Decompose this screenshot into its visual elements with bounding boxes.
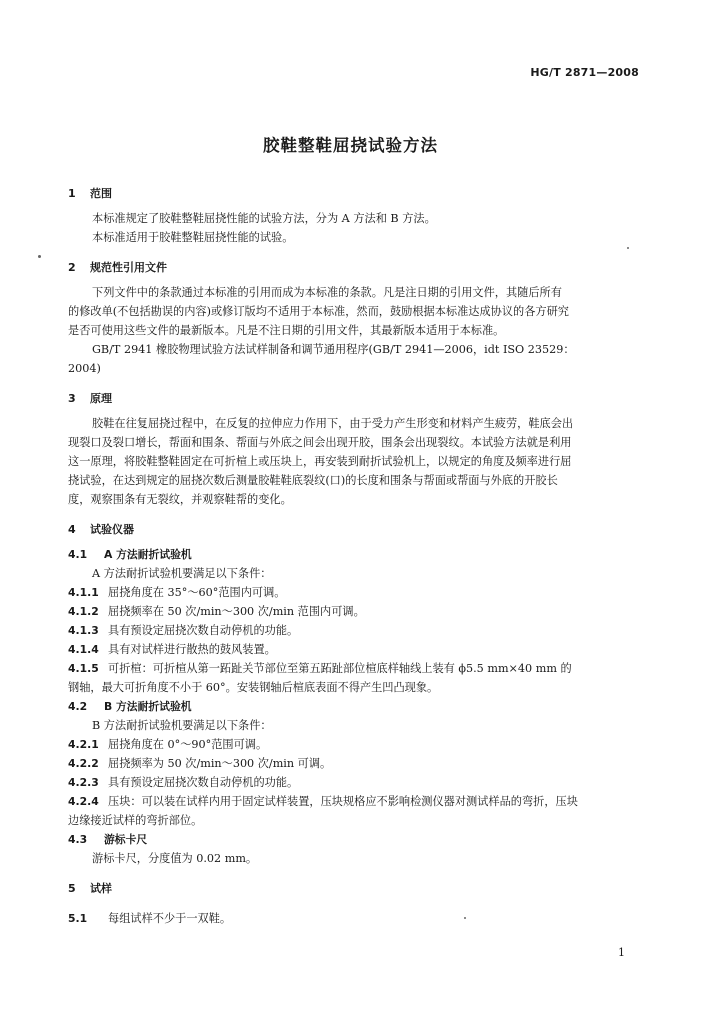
subsection-title: 游标卡尺	[104, 833, 148, 846]
item-text: 具有对试样进行散热的鼓风装置。	[108, 643, 276, 656]
section-3-heading	[68, 389, 636, 408]
list-item	[68, 583, 636, 602]
document-body	[68, 184, 636, 928]
item-text: 压块：可以装在试样内用于固定试样装置，压块规格应不影响检测仪器对测试样品的弯折，压块	[108, 795, 578, 808]
list-item	[68, 792, 636, 811]
list-item-cont: 钢轴，最大可折角度不小于 60°。安装钢轴后楦底表面不得产生凹凸现象。	[68, 681, 439, 694]
scan-speck	[38, 255, 41, 258]
paragraph-line: 是否可使用这些文件的最新版本。凡是不注日期的引用文件，其最新版本适用于本标准。	[68, 324, 505, 337]
paragraph: A 方法耐折试验机要满足以下条件：	[92, 567, 272, 580]
paragraph: 本标准适用于胶鞋整鞋屈挠性能的试验。	[92, 231, 294, 244]
normative-reference-cont: 2004)	[68, 362, 101, 375]
standard-code: HG/T 2871—2008	[530, 66, 639, 79]
section-title: 规范性引用文件	[90, 261, 167, 274]
list-item	[68, 909, 636, 928]
section-5-heading	[68, 879, 636, 898]
paragraph-line: 度，观察围条有无裂纹，并观察鞋帮的变化。	[68, 493, 292, 506]
item-number: 4.2.2	[68, 757, 99, 770]
section-title: 原理	[90, 392, 112, 405]
section-2-heading	[68, 258, 636, 277]
item-text: 每组试样不少于一双鞋。	[108, 912, 232, 925]
item-text: 屈挠频率在 50 次/min～300 次/min 范围内可调。	[108, 605, 365, 618]
paragraph-line: 的修改单(不包括勘误的内容)或修订版均不适用于本标准，然而，鼓励根据本标准达成协议的各方研究	[68, 305, 569, 318]
list-item	[68, 602, 636, 621]
item-number: 4.1.3	[68, 624, 99, 637]
item-text: 可折楦：可折楦从第一跖趾关节部位至第五跖趾部位楦底样轴线上装有 ϕ5.5 mm×40 mm 的	[108, 662, 572, 675]
section-number: 1	[68, 187, 76, 200]
item-number: 4.2.1	[68, 738, 99, 751]
subsection-4-2-heading	[68, 697, 636, 716]
subsection-number: 4.2	[68, 700, 88, 713]
subsection-title: B 方法耐折试验机	[104, 700, 192, 713]
list-item	[68, 659, 636, 678]
section-4-heading	[68, 520, 636, 539]
item-text: 具有预设定屈挠次数自动停机的功能。	[108, 624, 299, 637]
subsection-4-3-heading	[68, 830, 636, 849]
paragraph-line: 胶鞋在往复屈挠过程中，在反复的拉伸应力作用下，由于受力产生形变和材料产生疲劳，鞋底会出	[92, 417, 574, 430]
list-item	[68, 640, 636, 659]
item-text: 屈挠角度在 0°～90°范围可调。	[108, 738, 268, 751]
item-number: 4.2.4	[68, 795, 99, 808]
scan-speck	[464, 917, 466, 919]
list-item	[68, 621, 636, 640]
section-number: 2	[68, 261, 76, 274]
section-title: 范围	[90, 187, 112, 200]
section-number: 3	[68, 392, 76, 405]
item-number: 4.1.4	[68, 643, 99, 656]
section-title: 试验仪器	[90, 523, 134, 536]
section-number: 5	[68, 882, 76, 895]
scan-speck	[627, 247, 629, 249]
item-number: 4.1.2	[68, 605, 99, 618]
list-item	[68, 754, 636, 773]
document-title: 胶鞋整鞋屈挠试验方法	[263, 136, 438, 155]
paragraph-line: 现裂口及裂口增长，帮面和围条、帮面与外底之间会出现开胶，围条会出现裂纹。本试验方法就是利用	[68, 436, 572, 449]
section-number: 4	[68, 523, 76, 536]
item-text: 屈挠角度在 35°～60°范围内可调。	[108, 586, 286, 599]
paragraph-line: 这一原理，将胶鞋整鞋固定在可折楦上或压块上，再安装到耐折试验机上，以规定的角度及频率进行屈	[68, 455, 572, 468]
item-text: 屈挠频率为 50 次/min～300 次/min 可调。	[108, 757, 332, 770]
list-item-cont: 边缘接近试样的弯折部位。	[68, 814, 203, 827]
paragraph-line: 挠试验，在达到规定的屈挠次数后测量胶鞋鞋底裂纹(口)的长度和围条与帮面或帮面与外底的开胶长	[68, 474, 558, 487]
item-number: 4.1.1	[68, 586, 99, 599]
list-item	[68, 735, 636, 754]
section-1-heading	[68, 184, 636, 203]
item-text: 具有预设定屈挠次数自动停机的功能。	[108, 776, 299, 789]
paragraph: B 方法耐折试验机要满足以下条件：	[92, 719, 272, 732]
subsection-title: A 方法耐折试验机	[104, 548, 192, 561]
item-number: 5.1	[68, 912, 88, 925]
list-item	[68, 773, 636, 792]
item-number: 4.2.3	[68, 776, 99, 789]
paragraph: 游标卡尺，分度值为 0.02 mm。	[92, 852, 258, 865]
subsection-4-1-heading	[68, 545, 636, 564]
subsection-number: 4.1	[68, 548, 88, 561]
normative-reference: GB/T 2941 橡胶物理试验方法试样制备和调节通用程序(GB/T 2941—2006，idt ISO 23529：	[92, 343, 575, 356]
section-title: 试样	[90, 882, 112, 895]
page-number: 1	[618, 946, 625, 959]
subsection-number: 4.3	[68, 833, 88, 846]
item-number: 4.1.5	[68, 662, 99, 675]
paragraph: 本标准规定了胶鞋整鞋屈挠性能的试验方法，分为 A 方法和 B 方法。	[92, 212, 436, 225]
paragraph-line: 下列文件中的条款通过本标准的引用而成为本标准的条款。凡是注日期的引用文件，其随后所有	[92, 286, 562, 299]
